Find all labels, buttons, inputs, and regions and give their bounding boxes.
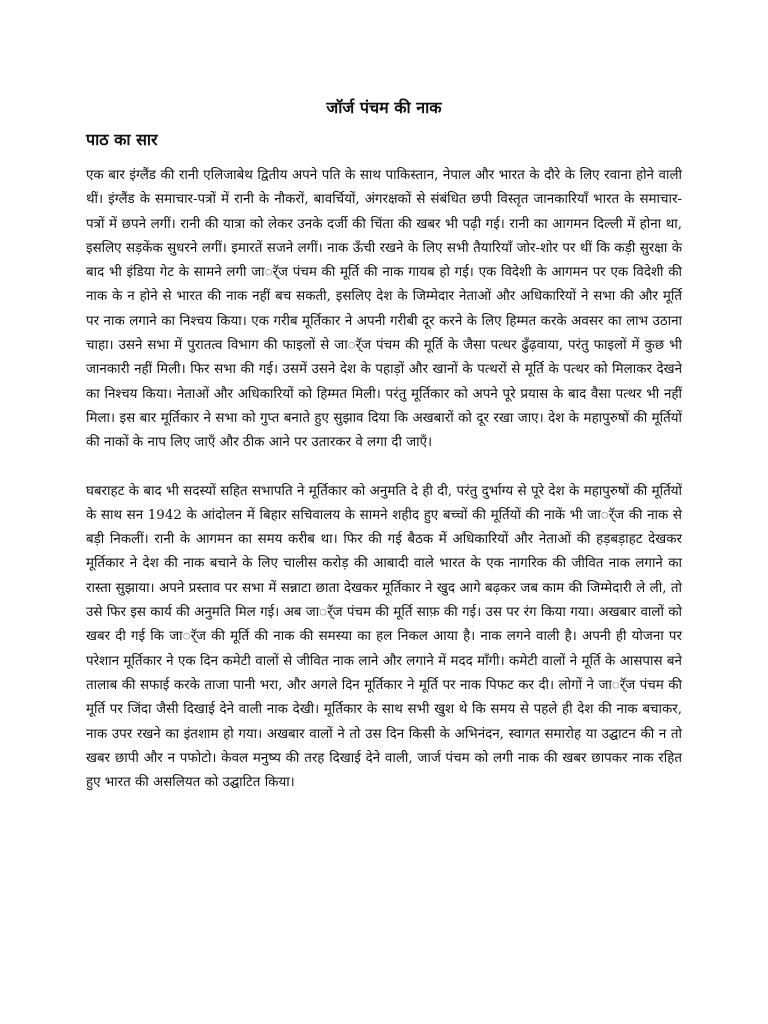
paragraph-2: घबराहट के बाद भी सदस्यों सहित सभापति ने मूर्तिकार को अनुमति दे ही दी, परंतु दुर्भाग्य से पूरे देश के महापुरुषों की मूर्तियों के साथ सन 1942 के आंदोलन में बिहार सचिवालय के सामने शहीद हुए बच्चों की मूर्तियों की नाकें भी जार्ॅज की नाक से बड़ी निकलीं। रानी के आगमन का समय करीब था। फिर की गई बैठक में अधिकारियों और नेताओं की हड़बड़ाहट देखकर मूर्तिकार ने देश की नाक बचाने के लिए चालीस करोड़ की आबादी वाले भारत के एक नागरिक की जीवित नाक लगाने का रास्ता सुझाया। अपने प्रस्ताव पर सभा में सन्नाटा छाता देखकर मूर्तिकार ने खुद आगे बढ़कर जब काम की जिम्मेदारी ले ली, तो उसे फिर इस कार्य की अनुमति मिल गई। अब जार्ॅज पंचम की मूर्ति साफ़ की गई। उस पर रंग किया गया। अखबार वालों को खबर दी गई कि जार्ॅज की मूर्ति की नाक की समस्या का हल निकल आया है। नाक लगने वाली है। अपनी ही योजना पर परेशान मूर्तिकार ने एक दिन कमेटी वालों से जीवित नाक लाने और लगाने में मदद माँगी। कमेटी वालों ने मूर्ति के आसपास बने तालाब की सफाई करके ताजा पानी भरा, और अगले दिन मूर्तिकार ने मूर्ति पर नाक पिफट कर दी। लोगों ने जार्ॅज पंचम की मूर्ति पर जिंदा जैसी दिखाई देने वाली नाक देखी। मूर्तिकार के साथ सभी खुश थे कि समय से पहले ही देश की नाक बचाकर, नाक उपर रखने का इंतशाम हो गया। अखबार वालों ने तो उस दिन किसी के अभिनंदन, स्वागत समारोह या उद्घाटन की न तो खबर छापी और न पफोटो। केवल मनुष्य की तरह दिखाई देने वाली, जार्ज पंचम को लगी नाक की खबर छापकर नाक रहित हुए भारत की असलियत को उद्घाटित किया।: [86, 483, 682, 791]
paragraph-1: एक बार इंग्लैंड की रानी एलिजाबेथ द्वितीय अपने पति के साथ पाकिस्तान, नेपाल और भारत के दौरे के लिए रवाना होने वाली थीं। इंग्लैंड के समाचार-पत्रों में रानी के नौकरों, बावर्चियों, अंगरक्षकों से संबंधित छपी विस्तृत जानकारियाँ भारत के समाचार-पत्रों में छपने लगीं। रानी की यात्रा को लेकर उनके दर्जी की चिंता की खबर भी पढ़ी गई। रानी का आगमन दिल्ली में होना था, इसलिए सड़केंक सुधरने लगीं। इमारतें सजने लगीं। नाक ऊँची रखने के लिए सभी तैयारियाँ जोर-शोर पर थीं कि कड़ी सुरक्षा के बाद भी इंडिया गेट के सामने लगी जार्ॅज पंचम की मूर्ति की नाक गायब हो गई। एक विदेशी के आगमन पर एक विदेशी की नाक के न होने से भारत की नाक नहीं बच सकती, इसलिए देश के जिम्मेदार नेताओं और अधिकारियों ने सभा की और मूर्ति पर नाक लगाने का निश्चय किया। एक गरीब मूर्तिकार ने अपनी गरीबी दूर करने के लिए हिम्मत करके अवसर का लाभ उठाना चाहा। उसने सभा में पुरातत्व विभाग की फाइलों से जार्ॅज पंचम की मूर्ति के जैसा पत्थर ढुँढ़वाया, परंतु फाइलों में कुछ भी जानकारी नहीं मिली। फिर सभा की गई। उसमें उसने देश के पहाड़ों और खानों के पत्थरों से मूर्ति के पत्थर को मिलाकर देखने का निश्चय किया। नेताओं और अधिकारियों को हिम्मत मिली। परंतु मूर्तिकार को अपने पूरे प्रयास के बाद वैसा पत्थर भी नहीं मिला। इस बार मूर्तिकार ने सभा को गुप्त बनाते हुए सुझाव दिया कि अखबारों को दूर रखा जाए। देश के महापुरुषों की मूर्तियों की नाकों के नाप लिए जाएँ और ठीक आने पर उतारकर वे लगा दी जाएँ।: [86, 168, 682, 451]
section-heading: पाठ का सार: [86, 130, 158, 149]
document-title: जॉर्ज पंचम की नाक: [326, 98, 442, 117]
